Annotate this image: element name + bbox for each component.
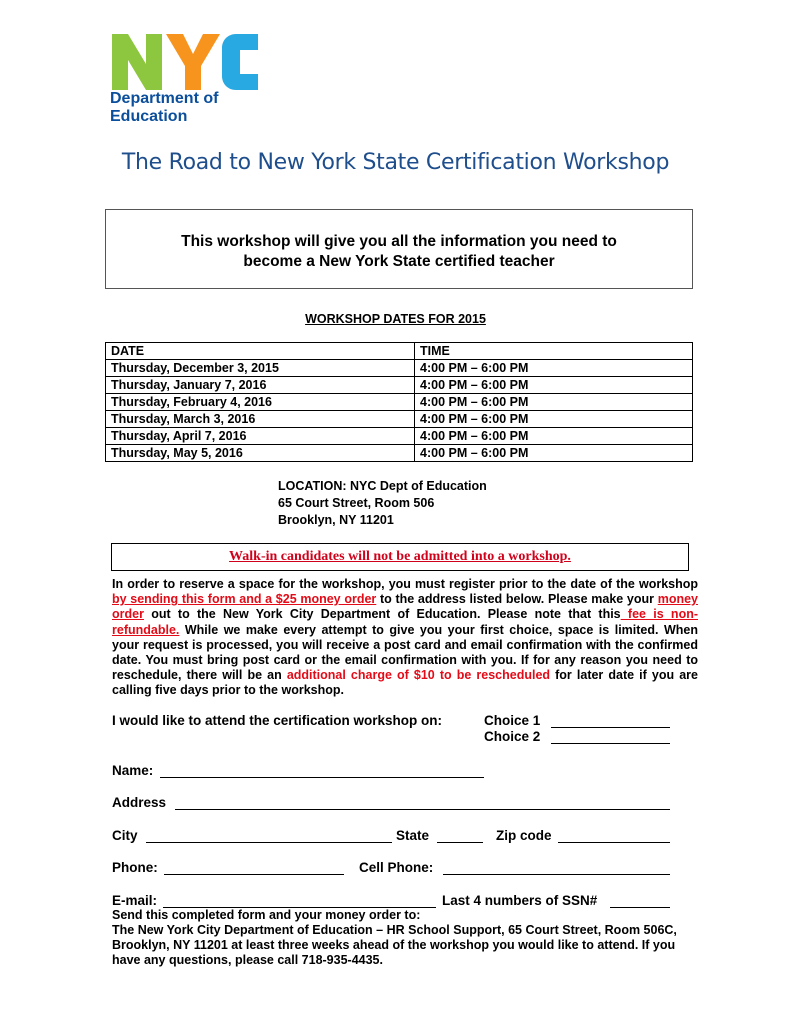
cell-phone-label: Cell Phone: — [359, 860, 434, 875]
reschedule-charge-text: additional charge of $10 to be rescheduled — [286, 668, 551, 683]
table-cell-date: Thursday, January 7, 2016 — [106, 377, 415, 394]
table-row — [106, 411, 693, 428]
city-label: City — [112, 828, 138, 843]
table-cell-date: Thursday, February 4, 2016 — [106, 394, 415, 411]
table-cell-time: 4:00 PM – 6:00 PM — [415, 394, 693, 411]
location-line1: LOCATION: NYC Dept of Education — [278, 479, 487, 493]
table-cell-date: Thursday, May 5, 2016 — [106, 445, 415, 462]
email-label: E-mail: — [112, 893, 158, 908]
choice2-label: Choice 2 — [484, 729, 541, 744]
dates-heading: WORKSHOP DATES FOR 2015 — [305, 312, 486, 326]
choice1-label: Choice 1 — [484, 713, 541, 728]
footer-send-to: Send this completed form and your money order to: — [112, 908, 421, 922]
table-header-date: DATE — [106, 343, 415, 360]
phone-label: Phone: — [112, 860, 158, 875]
choice1-field[interactable] — [551, 727, 670, 728]
table-header-row — [106, 343, 693, 360]
table-cell-date: Thursday, April 7, 2016 — [106, 428, 415, 445]
address-field[interactable] — [175, 809, 670, 810]
intro-line1: This workshop will give you all the information you need to — [181, 233, 617, 250]
non-refundable-text: fee is non-refundable. — [112, 607, 698, 637]
table-cell-time: 4:00 PM – 6:00 PM — [415, 360, 693, 377]
phone-field[interactable] — [164, 874, 344, 875]
schedule-table — [105, 342, 693, 462]
walkin-notice: Walk-in candidates will not be admitted into a workshop. — [229, 549, 571, 564]
org-name-line2: Education — [110, 108, 188, 125]
table-header-time: TIME — [415, 343, 693, 360]
attend-label: I would like to attend the certification workshop on: — [112, 713, 443, 728]
logo-letter-y — [166, 34, 220, 90]
fee-link-text: by sending this form and a $25 money order — [112, 592, 377, 607]
state-field[interactable] — [437, 842, 483, 843]
table-cell-time: 4:00 PM – 6:00 PM — [415, 428, 693, 445]
zip-label: Zip code — [496, 828, 552, 843]
name-field[interactable] — [160, 777, 484, 778]
cell-phone-field[interactable] — [443, 874, 670, 875]
table-row — [106, 394, 693, 411]
table-cell-date: Thursday, March 3, 2016 — [106, 411, 415, 428]
table-row — [106, 360, 693, 377]
page-title: The Road to New York State Certification Workshop — [121, 150, 670, 175]
state-label: State — [396, 828, 430, 843]
instructions-paragraph: In order to reserve a space for the workshop, you must register prior to the date of the workshop by sending this form and a $25 money order to the address listed below. Please make your money order out to the New York City Department of Education. Please note that this fee is non-refundable. While we make every attempt to give you your first choice, space is limited. When your request is processed, you will receive a post card and email confirmation with the confirmed date. You must bring post card or the email confirmation with you. If for any reason you need to reschedule, there will be an additional charge of $10 to be rescheduled for later date if you are calling five days prior to the workshop. — [112, 577, 699, 698]
address-label: Address — [112, 795, 167, 810]
choice2-field[interactable] — [551, 743, 670, 744]
location-line3: Brooklyn, NY 11201 — [278, 513, 394, 527]
table-row — [106, 445, 693, 462]
table-row — [106, 428, 693, 445]
table-row — [106, 377, 693, 394]
intro-line2: become a New York State certified teacher — [243, 253, 555, 270]
money-order-text: money order — [112, 592, 699, 622]
name-label: Name: — [112, 763, 154, 778]
org-name-line1: Department of — [110, 90, 219, 107]
table-cell-date: Thursday, December 3, 2015 — [106, 360, 415, 377]
footer-address: The New York City Department of Education – HR School Support, 65 Court Street, Room 506C, Brooklyn, NY 11201 at least three weeks ahead of the workshop you would like to attend. If you have any questions, please call 718-935-4435. — [112, 923, 677, 968]
city-field[interactable] — [146, 842, 392, 843]
logo-letter-c — [222, 34, 258, 90]
intro-text — [105, 232, 693, 272]
ssn-label: Last 4 numbers of SSN# — [442, 893, 598, 908]
logo-letter-n — [112, 34, 162, 90]
table-cell-time: 4:00 PM – 6:00 PM — [415, 377, 693, 394]
zip-field[interactable] — [558, 842, 670, 843]
table-cell-time: 4:00 PM – 6:00 PM — [415, 411, 693, 428]
table-cell-time: 4:00 PM – 6:00 PM — [415, 445, 693, 462]
location-line2: 65 Court Street, Room 506 — [278, 496, 435, 510]
